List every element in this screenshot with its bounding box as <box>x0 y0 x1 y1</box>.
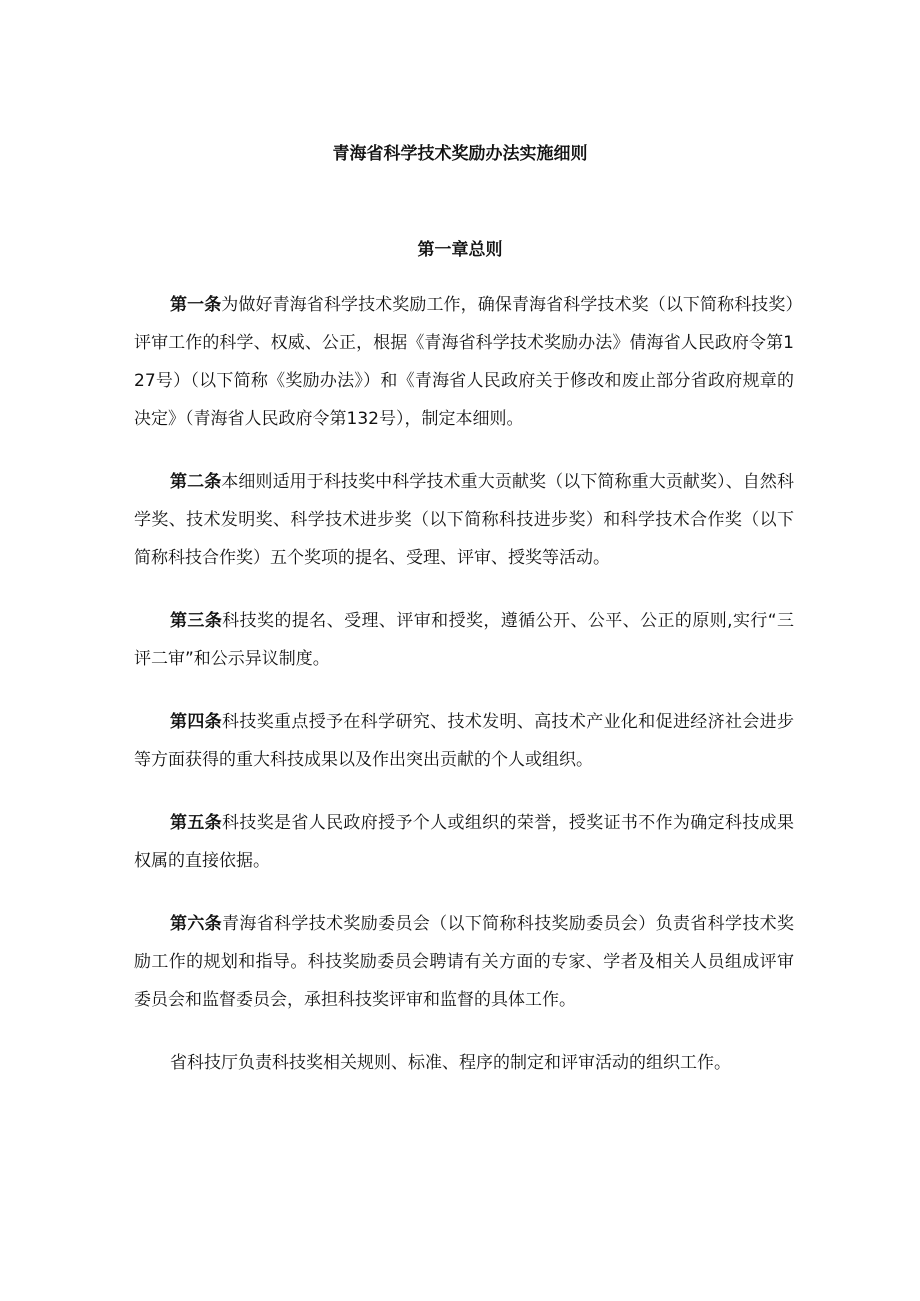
article-label: 第二条 <box>170 472 222 492</box>
closing-paragraph: 省科技厅负责科技奖相关规则、标准、程序的制定和评审活动的组织工作。 <box>170 1053 731 1073</box>
article-label: 第四条 <box>170 712 223 732</box>
article-3 <box>134 602 794 678</box>
article-4 <box>134 703 794 779</box>
article-6 <box>134 905 794 1019</box>
article-label: 第六条 <box>170 914 223 934</box>
article-text: 为做好青海省科学技术奖励工作，确保青海省科学技术奖（以下简称科技奖）评审工作的科学、权威、公正，根据《青海省科学技术奖励办法》倩海省人民政府令第127号）（以下简称《奖励办法》）和《青海省人民政府关于修改和废止部分省政府规章的决定》（青海省人民政府令第132号），制定本细则。 <box>134 295 795 429</box>
article-text: 青海省科学技术奖励委员会（以下简称科技奖励委员会）负责省科学技术奖励工作的规划和指导。科技奖励委员会聘请有关方面的专家、学者及相关人员组成评审委员会和监督委员会，承担科技奖评审和监督的具体工作。 <box>134 914 795 1010</box>
article-1 <box>134 286 794 438</box>
article-5 <box>134 804 794 880</box>
article-2 <box>134 463 794 577</box>
article-label: 第三条 <box>170 611 223 631</box>
article-label: 第五条 <box>170 813 223 833</box>
document-body <box>134 286 794 1107</box>
article-text: 科技奖是省人民政府授予个人或组织的荣誉，授奖证书不作为确定科技成果权属的直接依据。 <box>134 813 795 871</box>
article-text: 科技奖重点授予在科学研究、技术发明、高技术产业化和促进经济社会进步等方面获得的重大科技成果以及作出突出贡献的个人或组织。 <box>134 712 795 770</box>
article-label: 第一条 <box>170 295 222 315</box>
chapter-title: 第一章总则 <box>417 240 503 260</box>
document-title: 青海省科学技术奖励办法实施细则 <box>332 144 588 164</box>
article-text: 本细则适用于科技奖中科学技术重大贡献奖（以下简称重大贡献奖）、自然科学奖、技术发明奖、科学技术进步奖（以下简称科技进步奖）和科学技术合作奖（以下简称科技合作奖）五个奖项的提名、受理、评审、授奖等活动。 <box>134 472 795 568</box>
article-text: 科技奖的提名、受理、评审和授奖，遵循公开、公平、公正的原则,实行“三评二审”和公示异议制度。 <box>134 611 794 669</box>
